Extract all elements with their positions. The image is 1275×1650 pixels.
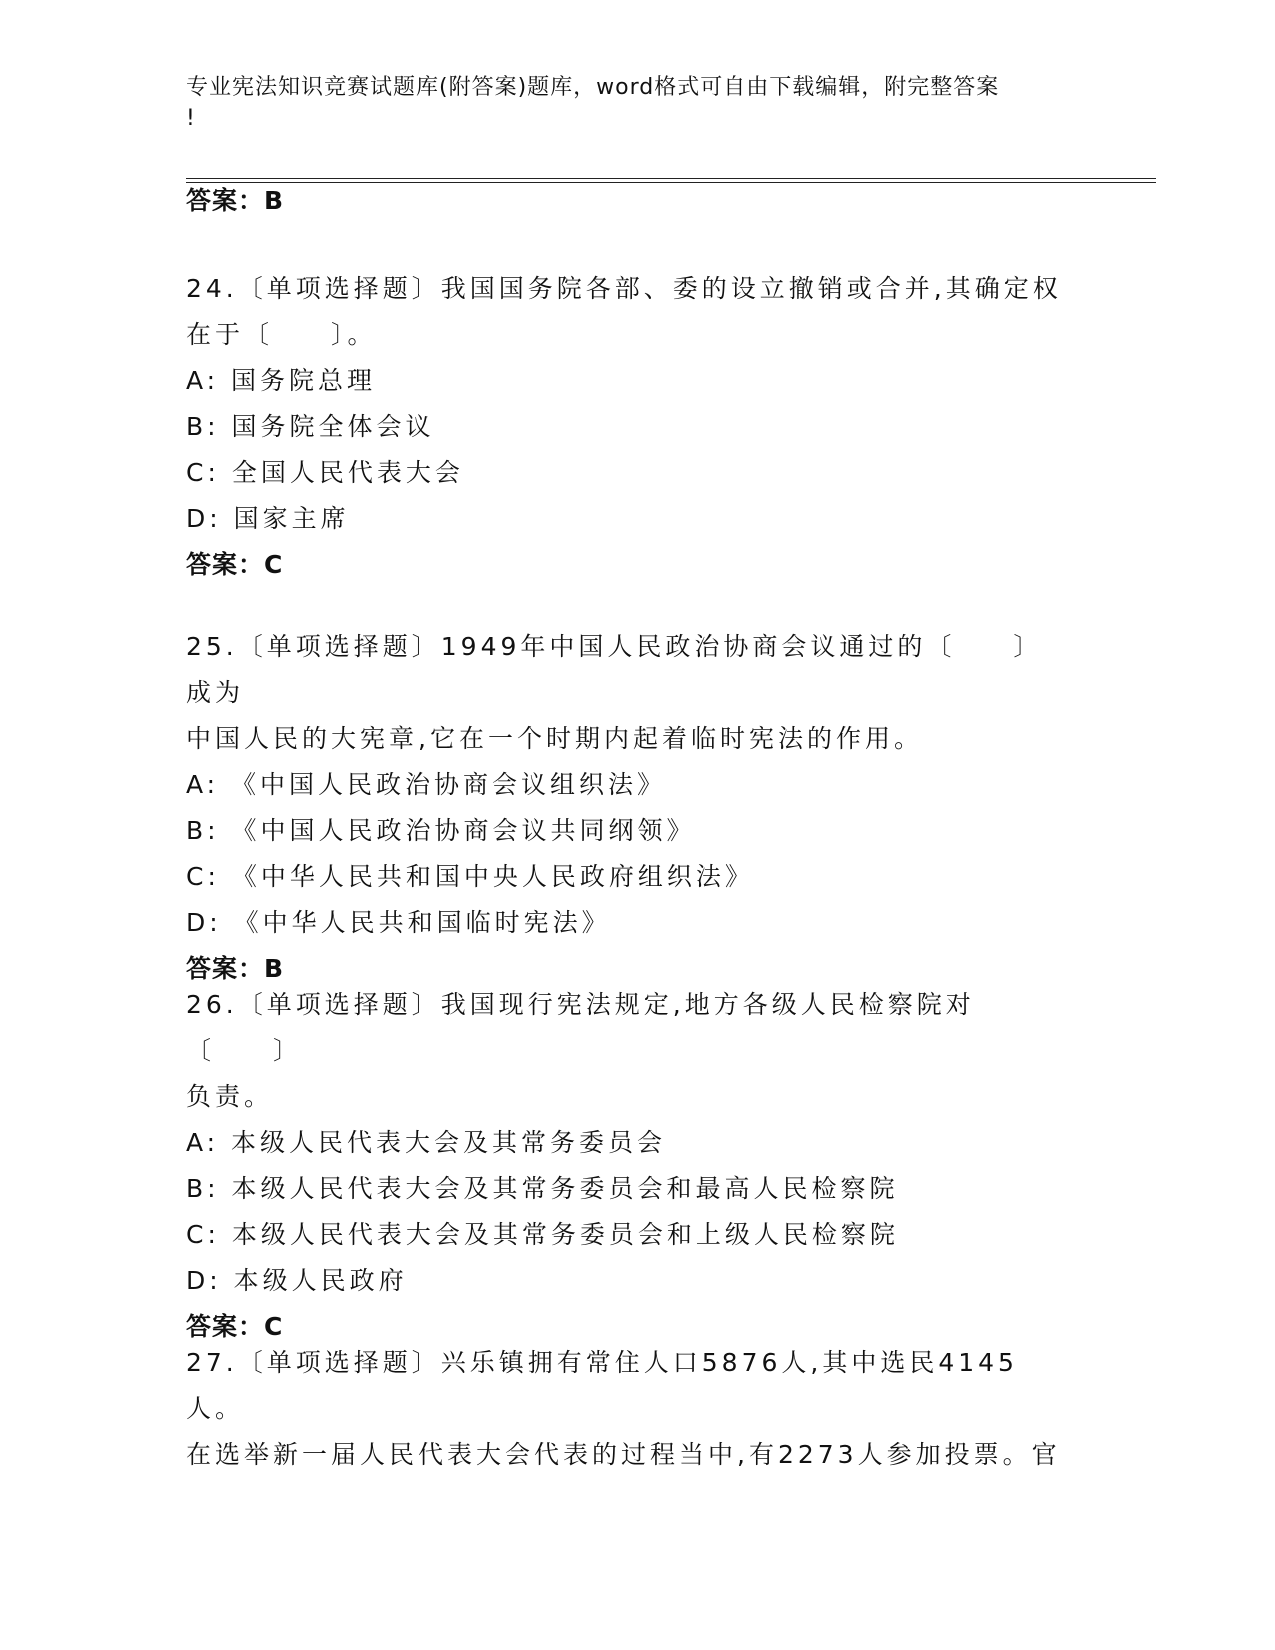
question-answer: 答案：C [186,550,284,579]
option-d: D: 国家主席 [186,504,350,533]
option-d: D: 本级人民政府 [186,1266,408,1295]
header-title-line-2: ! [186,106,196,131]
header-title-line-1: 专业宪法知识竞赛试题库(附答案)题库，word格式可自由下载编辑，附完整答案 [186,75,1000,100]
question-24 [186,266,1066,588]
question-stem-line: 27.〔单项选择题〕兴乐镇拥有常住人口5876人,其中选民4145人。 [186,1348,1018,1423]
option-c: C: 《中华人民共和国中央人民政府组织法》 [186,862,754,891]
document-header [186,72,1066,134]
question-stem-line: 中国人民的大宪章,它在一个时期内起着临时宪法的作用。 [186,724,923,753]
previous-question-answer: 答案：B [186,186,285,215]
question-27 [186,1340,1066,1478]
option-c: C: 全国人民代表大会 [186,458,464,487]
question-answer: 答案：C [186,1312,284,1341]
option-a: A: 本级人民代表大会及其常务委员会 [186,1128,667,1157]
option-c: C: 本级人民代表大会及其常务委员会和上级人民检察院 [186,1220,899,1249]
option-b: B: 《中国人民政治协商会议共同纲领》 [186,816,696,845]
question-stem-line: 25.〔单项选择题〕1949年中国人民政治协商会议通过的〔 〕成为 [186,632,1043,707]
question-stem-line: 24.〔单项选择题〕我国国务院各部、委的设立撤销或合并,其确定权 [186,274,1062,303]
question-stem-line: 在选举新一届人民代表大会代表的过程当中,有2273人参加投票。官 [186,1440,1061,1469]
option-d: D: 《中华人民共和国临时宪法》 [186,908,611,937]
option-a: A: 《中国人民政治协商会议组织法》 [186,770,667,799]
question-stem-line: 在于〔 〕。 [186,320,377,349]
option-b: B: 国务院全体会议 [186,412,435,441]
question-26 [186,982,1066,1350]
header-divider [186,178,1156,183]
question-answer: 答案：B [186,954,285,983]
question-stem-line: 负责。 [186,1082,274,1111]
option-a: A: 国务院总理 [186,366,377,395]
question-25 [186,624,1066,992]
option-b: B: 本级人民代表大会及其常务委员会和最高人民检察院 [186,1174,899,1203]
question-stem-line: 26.〔单项选择题〕我国现行宪法规定,地方各级人民检察院对〔 〕 [186,990,975,1065]
